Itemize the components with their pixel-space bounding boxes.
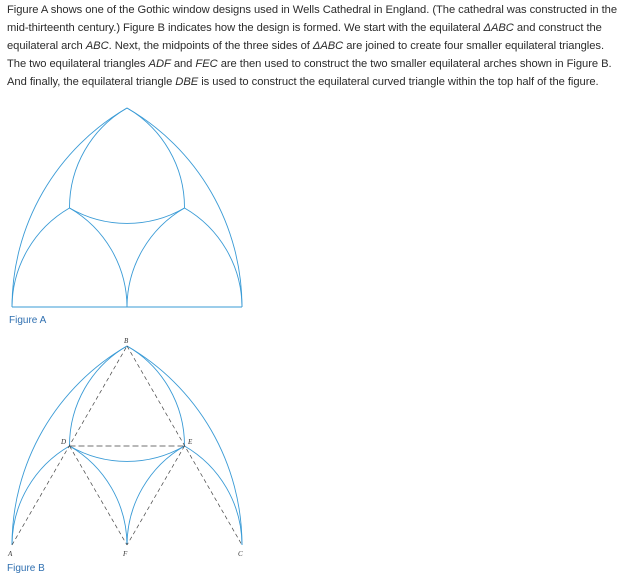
triangle-abc-ref: ΔABC (483, 22, 514, 34)
curved-triangle-bottom (70, 446, 185, 461)
text-run: and construct the equilateral arch (7, 22, 602, 52)
curved-triangle-bottom (70, 208, 185, 223)
point-a-label: A (8, 550, 13, 558)
triangle-adf-ref: ADF (148, 58, 171, 70)
point-d-label: D (61, 438, 67, 446)
figure-a-caption: Figure A (9, 315, 47, 326)
small-arch-left-outer (12, 208, 70, 307)
triangle-abc-ref: ΔABC (312, 40, 344, 52)
text-run: are then used to construct the two smaller equilateral arches shown in Figure B. And finally, the equilateral triangle (7, 58, 612, 88)
text-run: . Next, the midpoints of the three sides of (108, 40, 313, 52)
point-b-label: B (124, 337, 129, 345)
figure-a-window (12, 108, 242, 307)
point-e-label: E (188, 438, 193, 446)
curved-triangle-right (127, 108, 185, 208)
text-run: Figure A shows one of the Gothic window designs used in Wells Cathedral in England. (The cathedral was constructed in the mid-thirteenth century.) Figure B indicates how the design is formed. We start with the equilateral (7, 4, 618, 34)
text-run: is used to construct the equilateral curved triangle within the top half of the figure. (198, 76, 599, 88)
text-run: and (170, 58, 196, 70)
arch-abc-ref: ABC (85, 40, 109, 52)
curved-triangle-left (69, 108, 127, 208)
text-run: are joined to create four smaller equilateral triangles. The two equilateral triangles (7, 40, 605, 70)
triangle-fec-ref: FEC (195, 58, 218, 70)
figure-b-construction (7, 337, 243, 558)
point-c-label: C (238, 550, 243, 558)
triangle-dbe-ref: DBE (175, 76, 199, 88)
point-f-label: F (123, 550, 128, 558)
small-arch-right-outer (185, 208, 243, 307)
figure-b-caption: Figure B (7, 563, 45, 574)
